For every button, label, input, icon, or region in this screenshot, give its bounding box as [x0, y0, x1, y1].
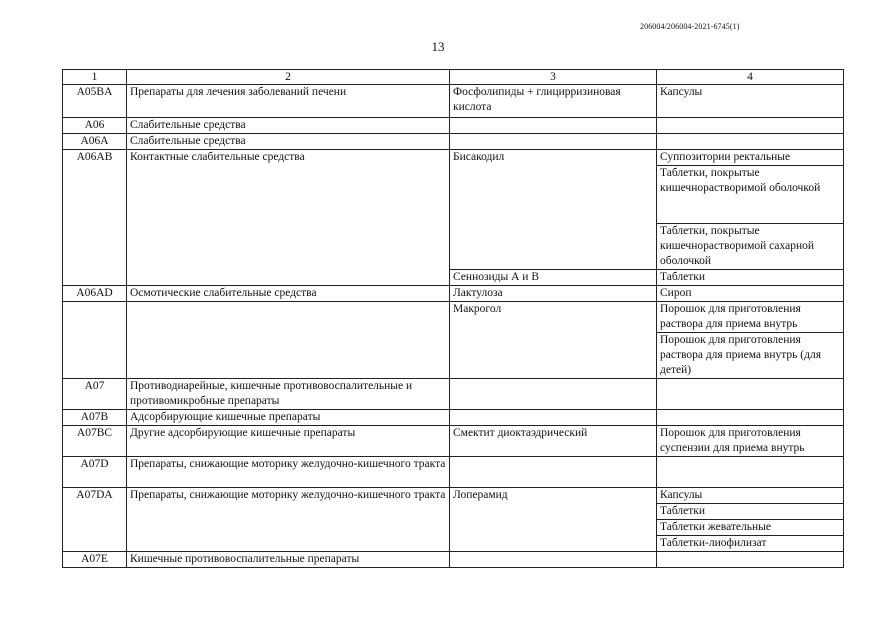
group-name: Другие адсорбирующие кишечные препараты [127, 426, 450, 457]
dosage-form [657, 379, 844, 410]
atc-code: A05BA [63, 85, 127, 118]
atc-code: A06AD [63, 286, 127, 302]
table-row [63, 134, 844, 150]
atc-code: A07B [63, 410, 127, 426]
table-row [63, 85, 844, 118]
dosage-form: Таблетки [657, 504, 844, 520]
atc-code [63, 302, 127, 379]
page-number: 13 [431, 39, 445, 54]
table-row [63, 457, 844, 488]
substance-name [450, 379, 657, 410]
dosage-form: Таблетки жевательные [657, 520, 844, 536]
group-name: Слабительные средства [127, 118, 450, 134]
atc-code: A07D [63, 457, 127, 488]
group-name: Препараты для лечения заболеваний печени [127, 85, 450, 118]
substance-name: Лоперамид [450, 488, 657, 552]
dosage-form [657, 410, 844, 426]
dosage-form: Сироп [657, 286, 844, 302]
dosage-form: Порошок для приготовления суспензии для приема внутрь [657, 426, 844, 457]
dosage-form: Таблетки-лиофилизат [657, 536, 844, 552]
dosage-form [657, 118, 844, 134]
table-row [63, 286, 844, 302]
substance-name: Сеннозиды А и В [450, 270, 657, 286]
dosage-form [657, 134, 844, 150]
group-name: Препараты, снижающие моторику желудочно-кишечного тракта [127, 488, 450, 552]
substance-name: Фосфолипиды + глицирризиновая кислота [450, 85, 657, 118]
substance-name [450, 552, 657, 568]
atc-code: A07 [63, 379, 127, 410]
substance-name [450, 457, 657, 488]
atc-code: A07E [63, 552, 127, 568]
atc-code: A06 [63, 118, 127, 134]
column-header: 2 [127, 70, 450, 85]
table-row [63, 488, 844, 504]
group-name: Контактные слабительные средства [127, 150, 450, 286]
column-header: 4 [657, 70, 844, 85]
table-row [63, 410, 844, 426]
dosage-form [657, 457, 844, 488]
substance-name: Смектит диоктаэдрический [450, 426, 657, 457]
table-row [63, 379, 844, 410]
table-row [63, 302, 844, 333]
dosage-form: Порошок для приготовления раствора для приема внутрь [657, 302, 844, 333]
atc-code: A07BC [63, 426, 127, 457]
dosage-form: Таблетки, покрытые кишечнорастворимой сахарной оболочкой [657, 224, 844, 270]
group-name: Слабительные средства [127, 134, 450, 150]
dosage-form: Суппозитории ректальные [657, 150, 844, 166]
substance-name [450, 134, 657, 150]
dosage-form: Таблетки [657, 270, 844, 286]
group-name: Кишечные противовоспалительные препараты [127, 552, 450, 568]
dosage-form: Таблетки, покрытые кишечнорастворимой оболочкой [657, 166, 844, 224]
group-name: Осмотические слабительные средства [127, 286, 450, 302]
group-name: Препараты, снижающие моторику желудочно-кишечного тракта [127, 457, 450, 488]
substance-name: Макрогол [450, 302, 657, 379]
dosage-form: Капсулы [657, 488, 844, 504]
table-header-row [63, 70, 844, 85]
medication-table [62, 69, 844, 568]
atc-code: A06AB [63, 150, 127, 286]
table-row [63, 426, 844, 457]
substance-name: Лактулоза [450, 286, 657, 302]
substance-name: Бисакодил [450, 150, 657, 270]
group-name [127, 302, 450, 379]
dosage-form: Порошок для приготовления раствора для приема внутрь (для детей) [657, 333, 844, 379]
dosage-form: Капсулы [657, 85, 844, 118]
dosage-form [657, 552, 844, 568]
table-row [63, 118, 844, 134]
column-header: 1 [63, 70, 127, 85]
table-row [63, 552, 844, 568]
substance-name [450, 118, 657, 134]
column-header: 3 [450, 70, 657, 85]
group-name: Адсорбирующие кишечные препараты [127, 410, 450, 426]
atc-code: A07DA [63, 488, 127, 552]
substance-name [450, 410, 657, 426]
group-name: Противодиарейные, кишечные противовоспалительные и противомикробные препараты [127, 379, 450, 410]
document-number: 206004/206004-2021-6745(1) [640, 22, 740, 31]
table-row [63, 150, 844, 166]
atc-code: A06A [63, 134, 127, 150]
